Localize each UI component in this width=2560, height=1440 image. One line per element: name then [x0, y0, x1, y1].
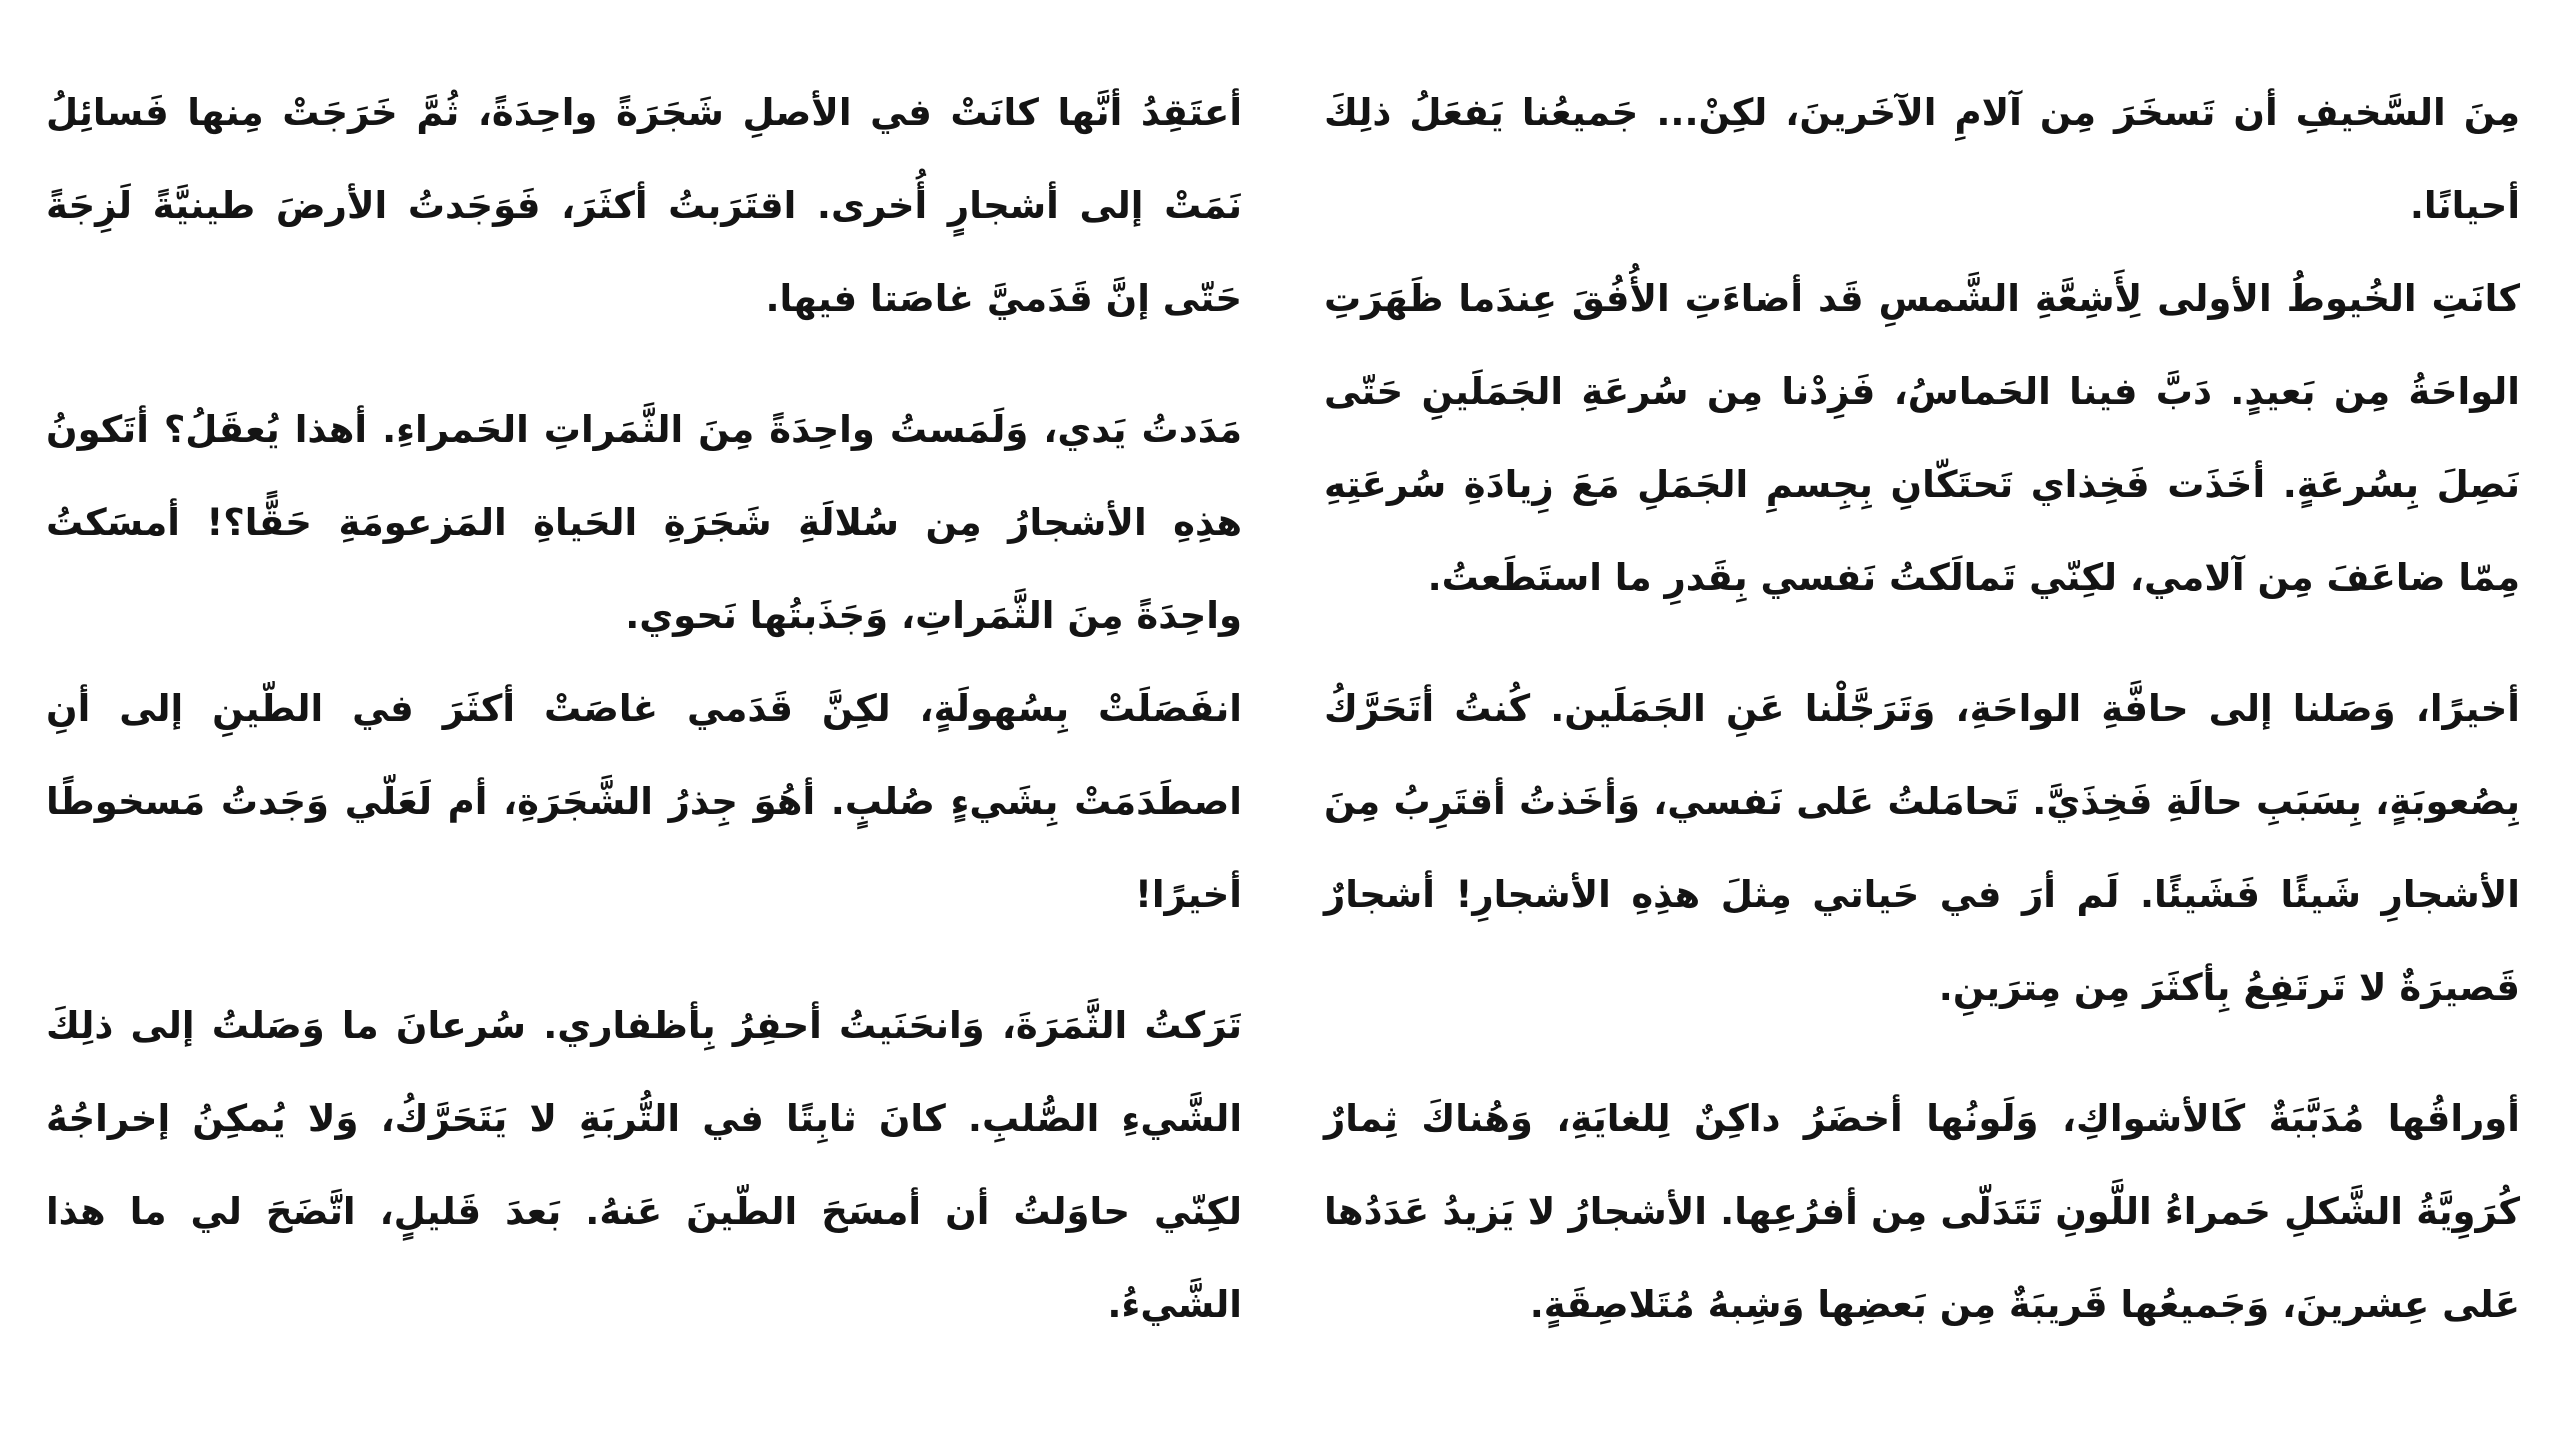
paragraph: تَرَكتُ الثَّمَرَةَ، وَانحَنَيتُ أحفِرُ بِأظفاري. سُرعانَ ما وَصَلتُ إلى ذلِكَ الشَّيءِ الصُّلبِ. كانَ ثابِتًا في التُّربَةِ لا يَتَحَرَّكُ، وَلا يُمكِنُ إخراجُهُ لكِنّي حاوَلتُ أن أمسَحَ الطّينَ عَنهُ. بَعدَ قَليلٍ، اتَّضَحَ لي ما هذا الشَّيءُ. [46, 1004, 1242, 1326]
paragraph: مَدَدتُ يَدي، وَلَمَستُ واحِدَةً مِنَ الثَّمَراتِ الحَمراءِ. أهذا يُعقَلُ؟ أتَكونُ هذِهِ الأشجارُ مِن سُلالَةِ شَجَرَةِ الحَياةِ المَزعومَةِ حَقًّا؟! أمسَكتُ واحِدَةً مِنَ الثَّمَراتِ، وَجَذَبتُها نَحوي. [46, 408, 1242, 637]
left-page-text [46, 66, 1242, 1351]
paragraph: انفَصَلَتْ بِسُهولَةٍ، لكِنَّ قَدَمي غاصَتْ أكثَرَ في الطّينِ إلى أنِ اصطَدَمَتْ بِشَيءٍ صُلبٍ. أهُوَ جِذرُ الشَّجَرَةِ، أم لَعَلّي وَجَدتُ مَسخوطًا أخيرًا! [46, 687, 1242, 916]
right-page-text [1324, 66, 2520, 1351]
paragraph: مِنَ السَّخيفِ أن تَسخَرَ مِن آلامِ الآخَرينَ، لكِنْ... جَميعُنا يَفعَلُ ذلِكَ أحيانًا. [1324, 91, 2520, 227]
paragraph: أخيرًا، وَصَلنا إلى حافَّةِ الواحَةِ، وَتَرَجَّلْنا عَنِ الجَمَلَين. كُنتُ أتَحَرَّكُ بِصُعوبَةٍ، بِسَبَبِ حالَةِ فَخِذَيَّ. تَحامَلتُ عَلى نَفسي، وَأخَذتُ أقتَرِبُ مِنَ الأشجارِ شَيئًا فَشَيئًا. لَم أرَ في حَياتي مِثلَ هذِهِ الأشجارِ! أشجارٌ قَصيرَةٌ لا تَرتَفِعُ بِأكثَرَ مِن مِترَينِ. [1324, 687, 2520, 1009]
paragraph: كانَتِ الخُيوطُ الأولى لِأَشِعَّةِ الشَّمسِ قَد أضاءَتِ الأُفُقَ عِندَما ظَهَرَتِ الواحَةُ مِن بَعيدٍ. دَبَّ فينا الحَماسُ، فَزِدْنا مِن سُرعَةِ الجَمَلَينِ حَتّى نَصِلَ بِسُرعَةٍ. أخَذَت فَخِذاي تَحتَكّانِ بِجِسمِ الجَمَلِ مَعَ زِيادَةِ سُرعَتِهِ مِمّا ضاعَفَ مِن آلامي، لكِنّي تَمالَكتُ نَفسي بِقَدرِ ما استَطَعتُ. [1324, 277, 2520, 599]
paragraph: أوراقُها مُدَبَّبَةٌ كَالأشواكِ، وَلَونُها أخضَرُ داكِنٌ لِلغايَةِ، وَهُناكَ ثِمارٌ كُرَوِيَّةُ الشَّكلِ حَمراءُ اللَّونِ تَتَدَلّى مِن أفرُعِها. الأشجارُ لا يَزيدُ عَدَدُها عَلى عِشرينَ، وَجَميعُها قَريبَةٌ مِن بَعضِها وَشِبهُ مُتَلاصِقَةٍ. [1324, 1097, 2520, 1326]
paragraph: أعتَقِدُ أنَّها كانَتْ في الأصلِ شَجَرَةً واحِدَةً، ثُمَّ خَرَجَتْ مِنها فَسائِلُ نَمَتْ إلى أشجارٍ أُخرى. اقتَرَبتُ أكثَرَ، فَوَجَدتُ الأرضَ طينيَّةً لَزِجَةً حَتّى إنَّ قَدَميَّ غاصَتا فيها. [46, 91, 1242, 320]
